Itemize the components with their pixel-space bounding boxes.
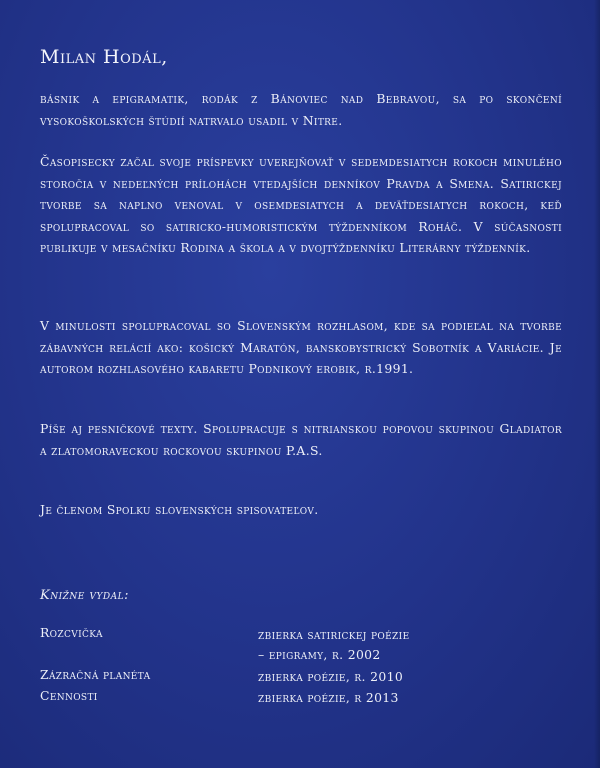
book-description <box>258 625 410 665</box>
bio-paragraph-lyrics: Píše aj pesničkové texty. Spolupracuje s nitrianskou popovou skupinou Gladiator a zlatomoraveckou rockovou skupinou P.A.S. <box>40 421 562 458</box>
author-name: Milan Hodál, <box>40 46 168 68</box>
book-description: zbierka poézie, r 2013 <box>258 690 399 705</box>
book-description-line: – epigramy, r. 2002 <box>258 647 381 662</box>
books-heading: Knižne vydal: <box>40 588 129 603</box>
bio-paragraph-membership: Je členom Spolku slovenských spisovateľov. <box>40 502 319 517</box>
book-description: zbierka poézie, r. 2010 <box>258 669 404 684</box>
bio-paragraph-press: Časopisecky začal svoje príspevky uverejňovať v sedemdesiatych rokoch minulého storočia v nedeľných prílohách vtedajších denníkov Pravda a Smena. Satirickej tvorbe sa naplno venoval v osemdesiatych a deväťdesiatych rokoch, keď spolupracoval so satiricko-humoristickým týždenníkom Roháč. V súčasnosti publikuje v mesačníku Rodina a škola a v dvojtýždenníku Literárny týždenník. <box>40 154 562 256</box>
bio-paragraph-radio: V minulosti spolupracoval so Slovenským rozhlasom, kde sa podieľal na tvorbe zábavných relácií ako: košický Maratón, banskobystrický Sobotník a Variácie. Je autorom rozhlasového kabaretu Podnikový erobik, r.1991. <box>40 318 562 377</box>
book-title: Rozcvička <box>40 625 103 640</box>
book-description-line: zbierka satirickej poézie <box>258 627 410 642</box>
book-title: Cennosti <box>40 688 98 703</box>
book-title: Zázračná planéta <box>40 667 151 682</box>
bio-paragraph-intro: básnik a epigramatik, rodák z Bánoviec nad Bebravou, sa po skončení vysokoškolských štúdií natrvalo usadil v Nitre. <box>40 91 562 128</box>
cover-edge-shadow <box>594 0 600 768</box>
